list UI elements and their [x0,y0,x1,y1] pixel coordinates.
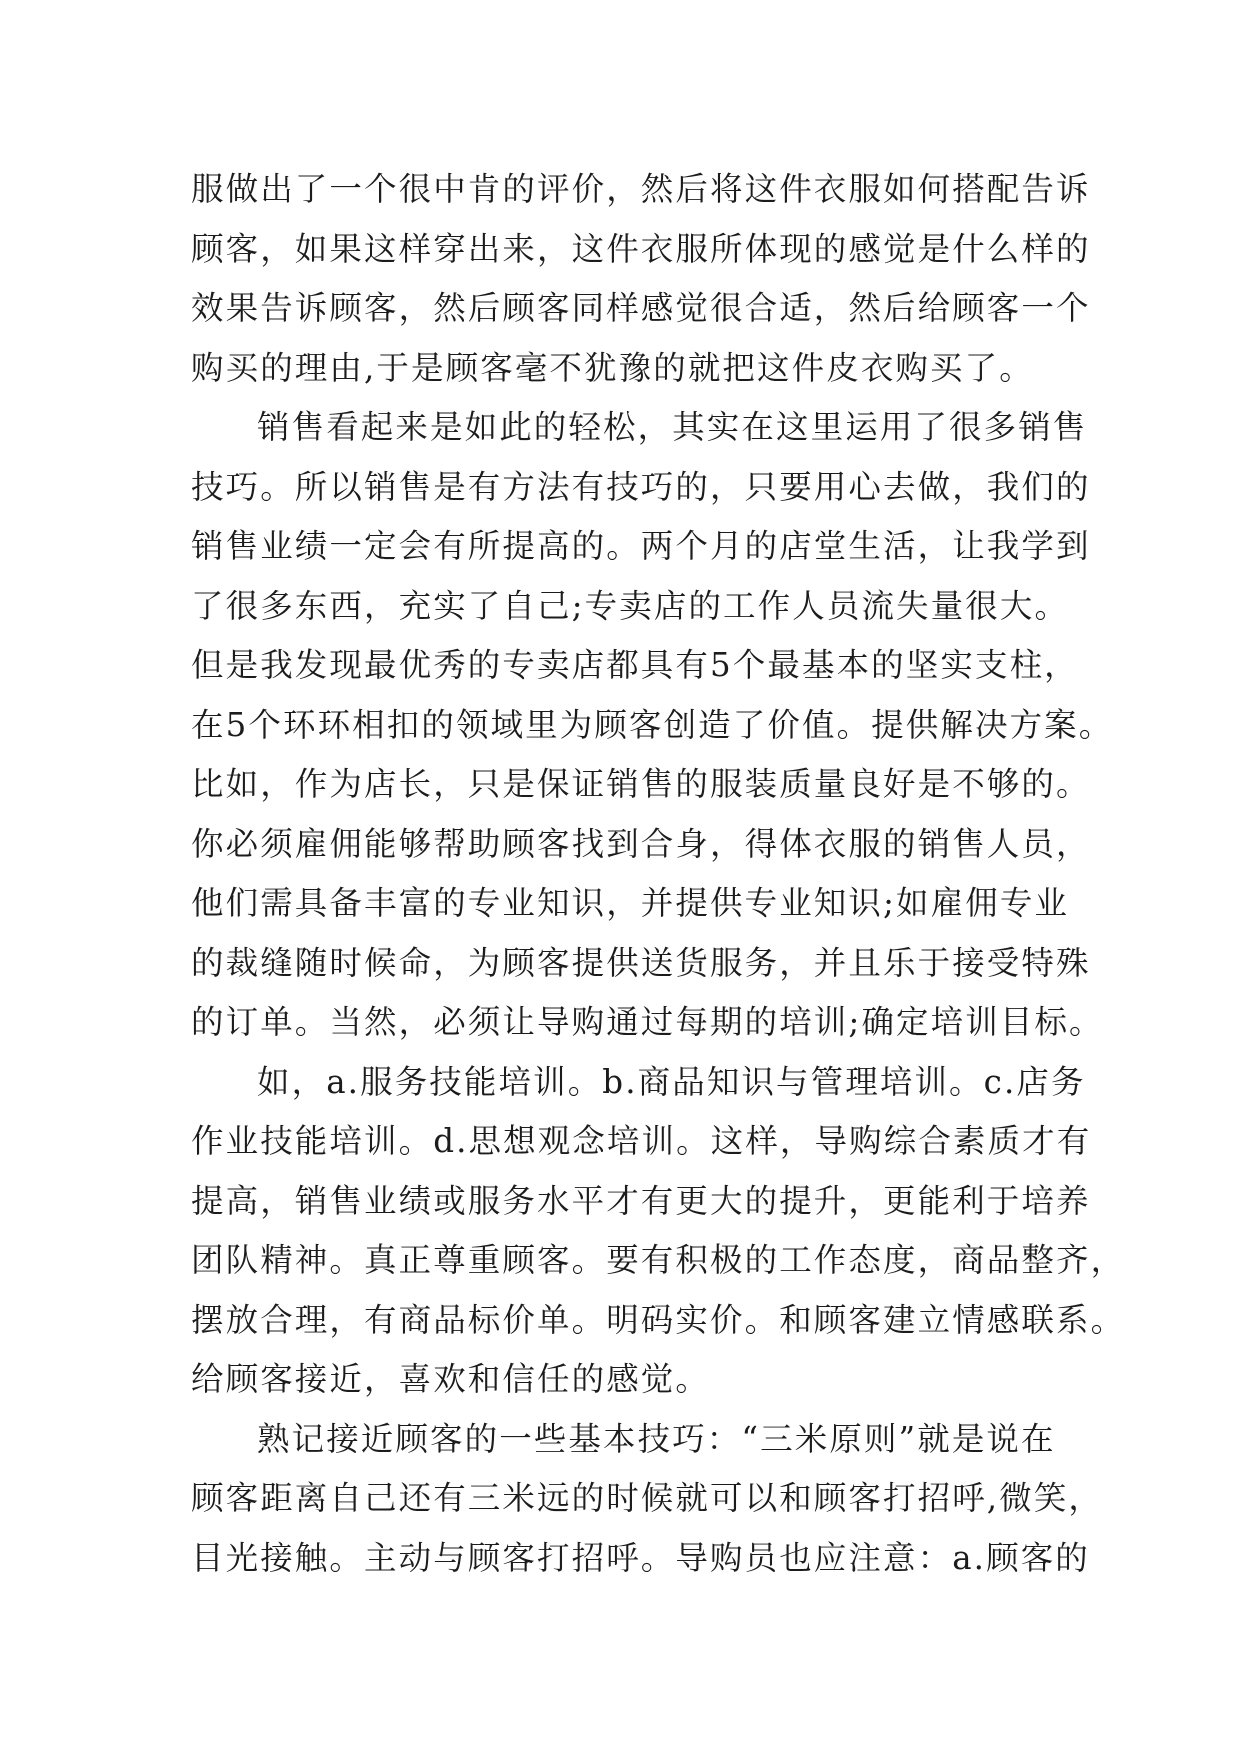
text-line: 的裁缝随时候命，为顾客提供送货服务，并且乐于接受特殊 [191,943,1091,982]
text-line: 摆放合理，有商品标价单。明码实价。和顾客建立情感联系。 [191,1300,1126,1339]
text-line: 在5个环环相扣的领域里为顾客创造了价值。提供解决方案。 [191,705,1114,744]
paragraph-first-line: 销售看起来是如此的轻松，其实在这里运用了很多销售 [257,408,1088,446]
text-line: 给顾客接近，喜欢和信任的感觉。 [191,1360,711,1398]
text-line: 团队精神。真正尊重顾客。要有积极的工作态度，商品整齐， [191,1241,1126,1279]
text-line: 提高，销售业绩或服务水平才有更大的提升，更能利于培养 [191,1181,1091,1220]
paragraph-first-line: 如，a.服务技能培训。b.商品知识与管理培训。c.店务 [257,1062,1086,1101]
text-line: 销售业绩一定会有所提高的。两个月的店堂生活，让我学到 [191,527,1091,565]
text-line: 他们需具备丰富的专业知识，并提供专业知识;如雇佣专业 [191,884,1070,922]
text-line: 技巧。所以销售是有方法有技巧的，只要用心去做，我们的 [191,467,1091,506]
text-line: 比如，作为店长，只是保证销售的服装质量良好是不够的。 [191,765,1091,803]
text-line: 效果告诉顾客，然后顾客同样感觉很合适，然后给顾客一个 [191,289,1091,327]
text-line: 了很多东西，充实了自己;专卖店的工作人员流失量很大。 [191,586,1070,625]
text-line: 作业技能培训。d.思想观念培训。这样，导购综合素质才有 [191,1122,1092,1160]
text-line: 顾客，如果这样穿出来，这件衣服所体现的感觉是什么样的 [191,229,1091,268]
body-text [191,160,1126,1588]
text-line: 顾客距离自己还有三米远的时候就可以和顾客打招呼,微笑， [191,1479,1104,1517]
text-line: 目光接触。主动与顾客打招呼。导购员也应注意：a.顾客的 [191,1538,1090,1577]
text-line: 你必须雇佣能够帮助顾客找到合身，得体衣服的销售人员， [191,824,1091,863]
text-line: 服做出了一个很中肯的评价，然后将这件衣服如何搭配告诉 [191,170,1091,208]
text-line: 但是我发现最优秀的专卖店都具有5个最基本的坚实支柱， [191,646,1079,684]
paragraph-first-line: 熟记接近顾客的一些基本技巧：“三米原则”就是说在 [257,1419,1056,1458]
text-line: 购买的理由,于是顾客毫不犹豫的就把这件皮衣购买了。 [191,348,1034,387]
text-line: 的订单。当然，必须让导购通过每期的培训;确定培训目标。 [191,1003,1104,1041]
